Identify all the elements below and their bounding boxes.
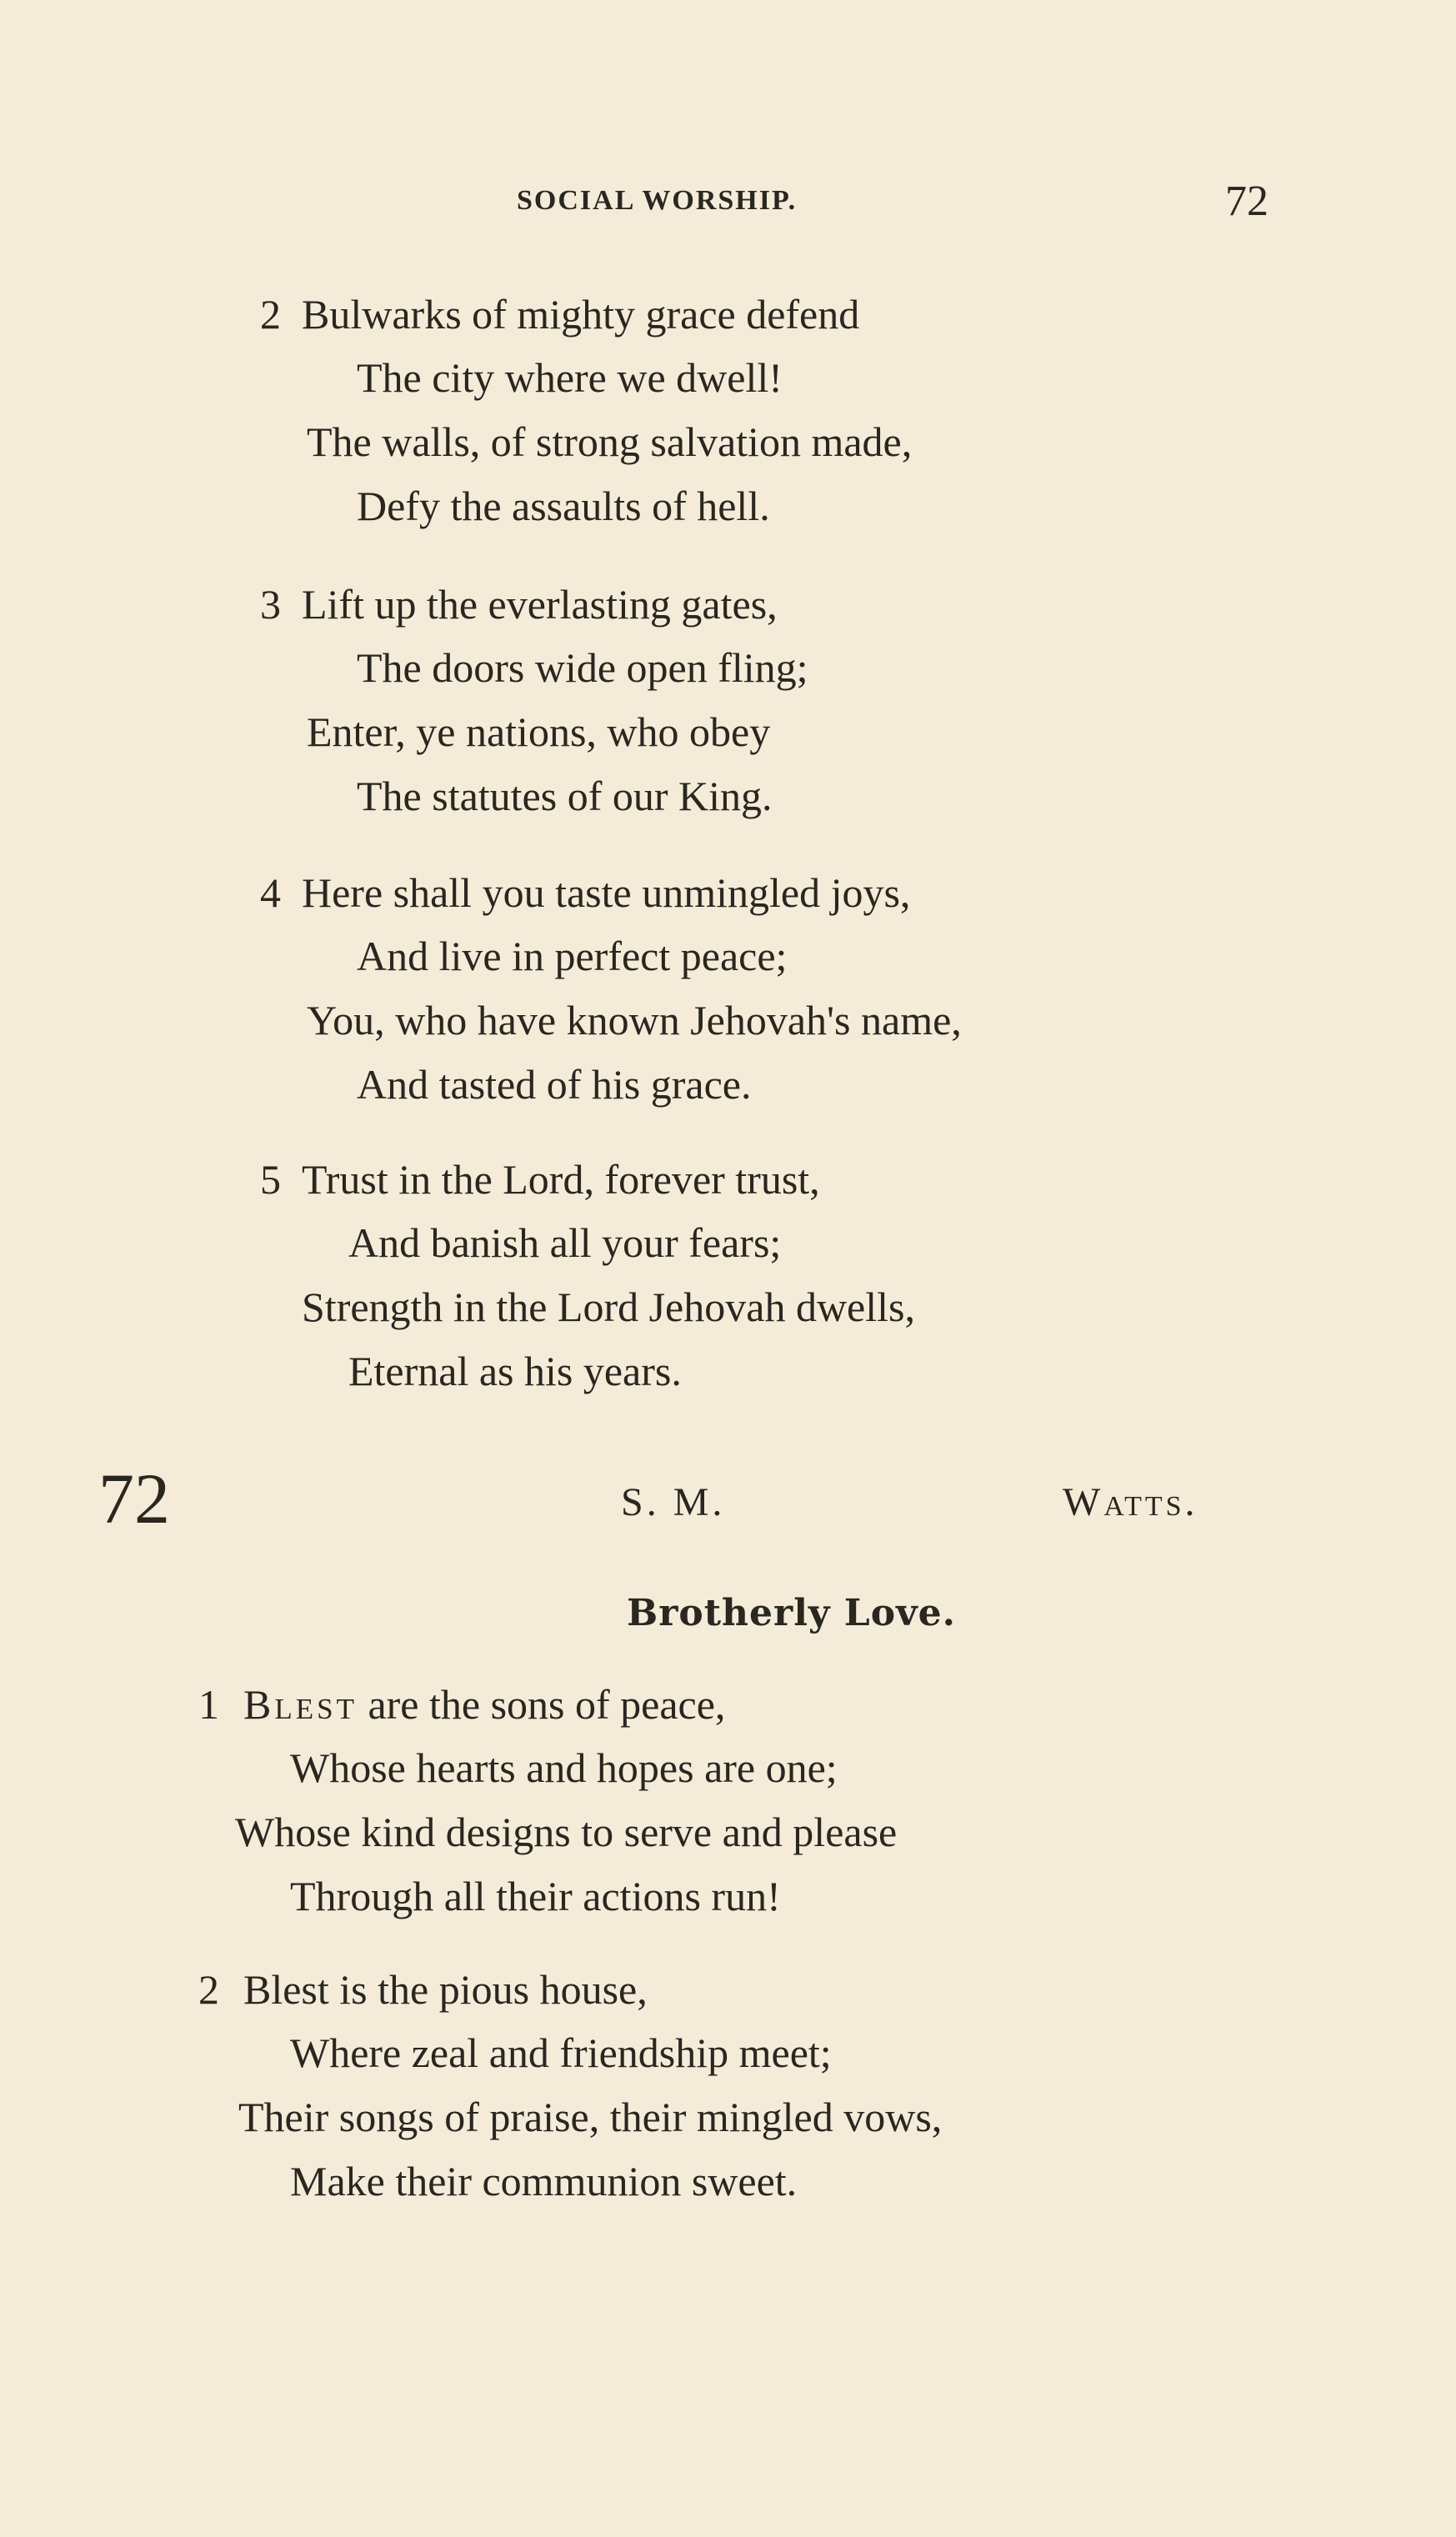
verse-line-first bbox=[243, 1681, 726, 1728]
verse-line: Eternal as his years. bbox=[348, 1348, 682, 1394]
verse-line: And banish all your fears; bbox=[348, 1219, 782, 1266]
verse-line: You, who have known Jehovah's name, bbox=[307, 997, 962, 1043]
verse-line: Make their communion sweet. bbox=[290, 2158, 798, 2204]
verse-line: Blest is the pious house, bbox=[243, 1966, 648, 2013]
verse-line: And live in perfect peace; bbox=[357, 933, 788, 979]
verse-number: 2 bbox=[198, 1966, 219, 2013]
verse-line: The statutes of our King. bbox=[357, 773, 773, 819]
verse-number: 3 bbox=[260, 581, 281, 628]
verse-line: Strength in the Lord Jehovah dwells, bbox=[302, 1284, 915, 1330]
verse-line: Trust in the Lord, forever trust, bbox=[302, 1156, 820, 1203]
verse-line: Lift up the everlasting gates, bbox=[302, 581, 778, 628]
verse-line: Enter, ye nations, who obey bbox=[307, 708, 771, 755]
verse-line: Whose hearts and hopes are one; bbox=[290, 1744, 838, 1791]
verse-number: 4 bbox=[260, 869, 281, 916]
hymn-author-name: Watts. bbox=[1063, 1480, 1198, 1524]
hymn-number: 72 bbox=[98, 1459, 170, 1539]
verse-line: Where zeal and friendship meet; bbox=[290, 2029, 832, 2076]
hymn-author bbox=[1063, 1479, 1198, 1525]
verse-number: 2 bbox=[260, 291, 281, 338]
verse-line: The walls, of strong salvation made, bbox=[307, 418, 913, 465]
verse-line: The city where we dwell! bbox=[357, 354, 783, 401]
verse-number: 5 bbox=[260, 1156, 281, 1203]
verse-line: Bulwarks of mighty grace defend bbox=[302, 291, 860, 338]
verse-line: Whose kind designs to serve and please bbox=[235, 1809, 898, 1855]
verse-first-word: Blest bbox=[243, 1681, 358, 1728]
verse-line: And tasted of his grace. bbox=[357, 1061, 752, 1108]
hymn-meter: S. M. bbox=[621, 1480, 726, 1524]
verse-line: Through all their actions run! bbox=[290, 1873, 781, 1919]
page-number: 72 bbox=[1225, 178, 1268, 225]
verse-first-line-rest: are the sons of peace, bbox=[357, 1681, 726, 1728]
verse-line: Defy the assaults of hell. bbox=[357, 483, 770, 529]
verse-line: Here shall you taste unmingled joys, bbox=[302, 869, 911, 916]
running-title: SOCIAL WORSHIP. bbox=[517, 185, 798, 216]
verse-number: 1 bbox=[198, 1681, 219, 1728]
verse-line: The doors wide open fling; bbox=[357, 644, 808, 691]
hymn-title: Brotherly Love. bbox=[627, 1592, 956, 1634]
verse-line: Their songs of praise, their mingled vows, bbox=[238, 2094, 943, 2140]
